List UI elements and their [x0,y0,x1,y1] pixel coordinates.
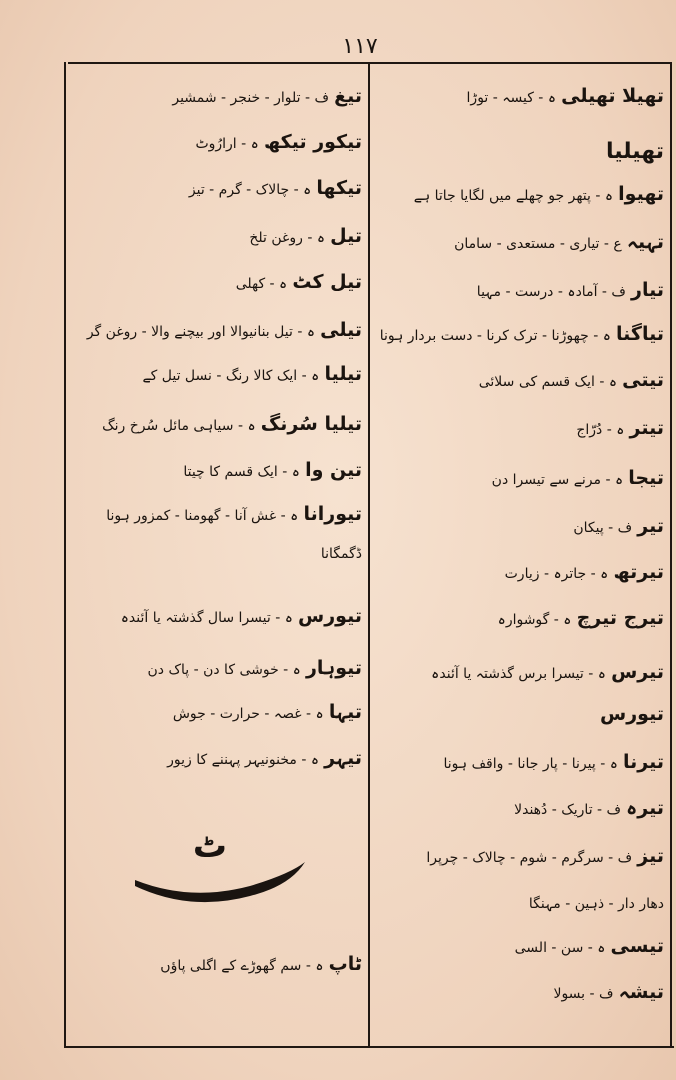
entry-definition: ف - سرگرم - شوم - چالاک - چرپرا [426,850,633,866]
entry-definition: ف - بسولا [553,986,614,1002]
dictionary-entry [76,459,362,482]
dictionary-entry [378,981,664,1004]
entry-headword: تیار [631,279,664,301]
entry-headword: تیلی [320,319,362,341]
entry-headword: تیسی [610,935,664,957]
entry-headword: تیتر [629,417,664,439]
entry-headword: تیلیا [324,363,362,385]
entry-headword: تیہر [324,747,362,769]
entry-definition: ڈگمگانا [320,546,362,562]
dictionary-entry [76,413,362,436]
entry-headword: تیل [330,225,362,247]
entry-headword: تیتی [622,369,664,391]
dictionary-entry [378,85,664,108]
frame-left-rule [64,62,66,1048]
dictionary-entry [76,701,362,724]
section-letter-heading: ٹ [192,826,228,866]
dictionary-entry [378,183,664,206]
dictionary-entry [378,561,664,584]
dictionary-entry [76,953,362,976]
dictionary-entry [76,85,362,108]
dictionary-entry [378,417,664,440]
entry-headword: تیکھا [316,177,362,199]
entry-headword: تہیہ [626,231,664,253]
dictionary-entry [76,225,362,248]
entry-definition: ف - پیکان [573,520,633,536]
entry-definition: ہ - چالاک - گرم - تیز [188,182,312,198]
dictionary-entry [76,605,362,628]
dictionary-entry [378,369,664,392]
dictionary-entry [378,607,664,630]
dictionary-entry-continuation [378,891,664,914]
entry-definition: ف - تلوار - خنجر - شمشیر [172,90,330,106]
page-number: ۱۱۷ [342,34,378,59]
entry-definition: ہ - سن - السی [514,940,606,956]
dictionary-entry [378,515,664,538]
entry-headword: تیلیا سُرنگ [260,413,362,435]
entry-headword: تیکور تیکھ [263,131,362,153]
dictionary-entry [378,139,664,165]
entry-definition: ہ - خوشی کا دن - پاک دن [147,662,301,678]
dictionary-entry [378,279,664,302]
entry-definition: ہ - غش آنا - گھومنا - کمزور ہونا [106,508,299,524]
entry-headword: تیاگنا [616,323,664,345]
entry-headword: تھیوا [618,183,664,205]
entry-definition: ہ - تیسرا برس گذشتہ یا آئندہ [431,666,606,682]
entry-headword: تیرہ [626,797,664,819]
dictionary-entry [378,661,664,684]
dictionary-entry [378,231,664,254]
entry-headword: تیہا [328,701,362,723]
entry-headword: تیغ [334,85,362,107]
entry-headword: ٹاپ [328,953,362,975]
dictionary-entry [378,703,664,726]
entry-definition: ہ - ایک کالا رنگ - نسل تیل کے [142,368,320,384]
entry-headword: تیشہ [618,981,664,1003]
entry-headword: تیرس [611,661,664,683]
dictionary-entry [76,503,362,526]
entry-headword: تیوہار [305,657,362,679]
entry-definition: ف - آمادہ - درست - مہیا [476,284,626,300]
entry-definition: ہ - سم گھوڑے کے اگلی پاؤں [160,958,324,974]
entry-definition: ہ - سیاہی مائل سُرخ رنگ [102,418,256,434]
dictionary-entry [378,797,664,820]
dictionary-entry [76,271,362,294]
entry-headword: تیورانا [303,503,362,525]
dictionary-entry [76,363,362,386]
entry-definition: ہ - کھلی [235,276,288,292]
dictionary-entry [378,751,664,774]
entry-headword: تھیلیا [606,139,664,164]
entry-headword: تیرنا [623,751,664,773]
entry-definition: ہ - ایک قسم کی سلائی [478,374,618,390]
entry-definition: ہ - پتھر جو چھلے میں لگایا جاتا ہے [413,188,614,204]
dictionary-entry-continuation [76,541,362,564]
dictionary-entry [378,467,664,490]
entry-definition: ہ - مرنے سے تیسرا دن [491,472,624,488]
dictionary-entry [378,845,664,868]
entry-definition: ہ - گوشوارہ [497,612,572,628]
entry-headword: تیورس [298,605,362,627]
entry-definition: ہ - دُرّاج [576,422,625,438]
entry-headword: تیز [637,845,664,867]
column-divider [368,62,370,1048]
entry-definition: ہ - ارارُوٹ [195,136,259,152]
dictionary-entry [76,319,362,342]
entry-definition: ہ - چھوڑنا - ترک کرنا - دست بردار ہونا [379,328,611,344]
entry-definition: ع - تیاری - مستعدی - سامان [454,236,622,252]
dictionary-entry [76,747,362,770]
entry-definition: ہ - پیرنا - پار جانا - واقف ہونا [443,756,618,772]
dictionary-entry [76,131,362,154]
entry-definition: ہ - تیل بنانیوالا اور بیچنے والا - روغن گر [86,324,316,340]
entry-headword: تین وا [305,459,362,481]
entry-definition: ہ - کیسہ - توڑا [466,90,557,106]
entry-headword: تھیلا تھیلی [561,85,664,107]
dictionary-entry [378,935,664,958]
entry-definition: ہ - تیسرا سال گذشتہ یا آئندہ [120,610,293,626]
section-swash-ornament [130,842,310,912]
frame-right-rule [670,62,672,1048]
dictionary-entry [76,657,362,680]
entry-definition: ہ - ایک قسم کا چیتا [183,464,300,480]
entry-headword: تیرتھ [613,561,664,583]
entry-headword: تیل کٹ [292,271,362,293]
entry-definition: ہ - مخنونیہر پہننے کا زیور [167,752,320,768]
entry-definition: دھار دار - ذہین - مہنگا [528,896,664,912]
entry-definition: ہ - غصہ - حرارت - جوش [172,706,324,722]
entry-definition: ف - تاریک - دُھندلا [514,802,622,818]
entry-headword: تیرج تیرچ [576,607,664,629]
entry-headword: تیر [637,515,664,537]
entry-definition: ہ - جاترہ - زیارت [504,566,609,582]
entry-headword: تیجا [628,467,664,489]
entry-headword: تیورس [600,703,664,725]
dictionary-entry [76,177,362,200]
entry-definition: ہ - روغن تلخ [249,230,326,246]
dictionary-entry [378,323,664,346]
